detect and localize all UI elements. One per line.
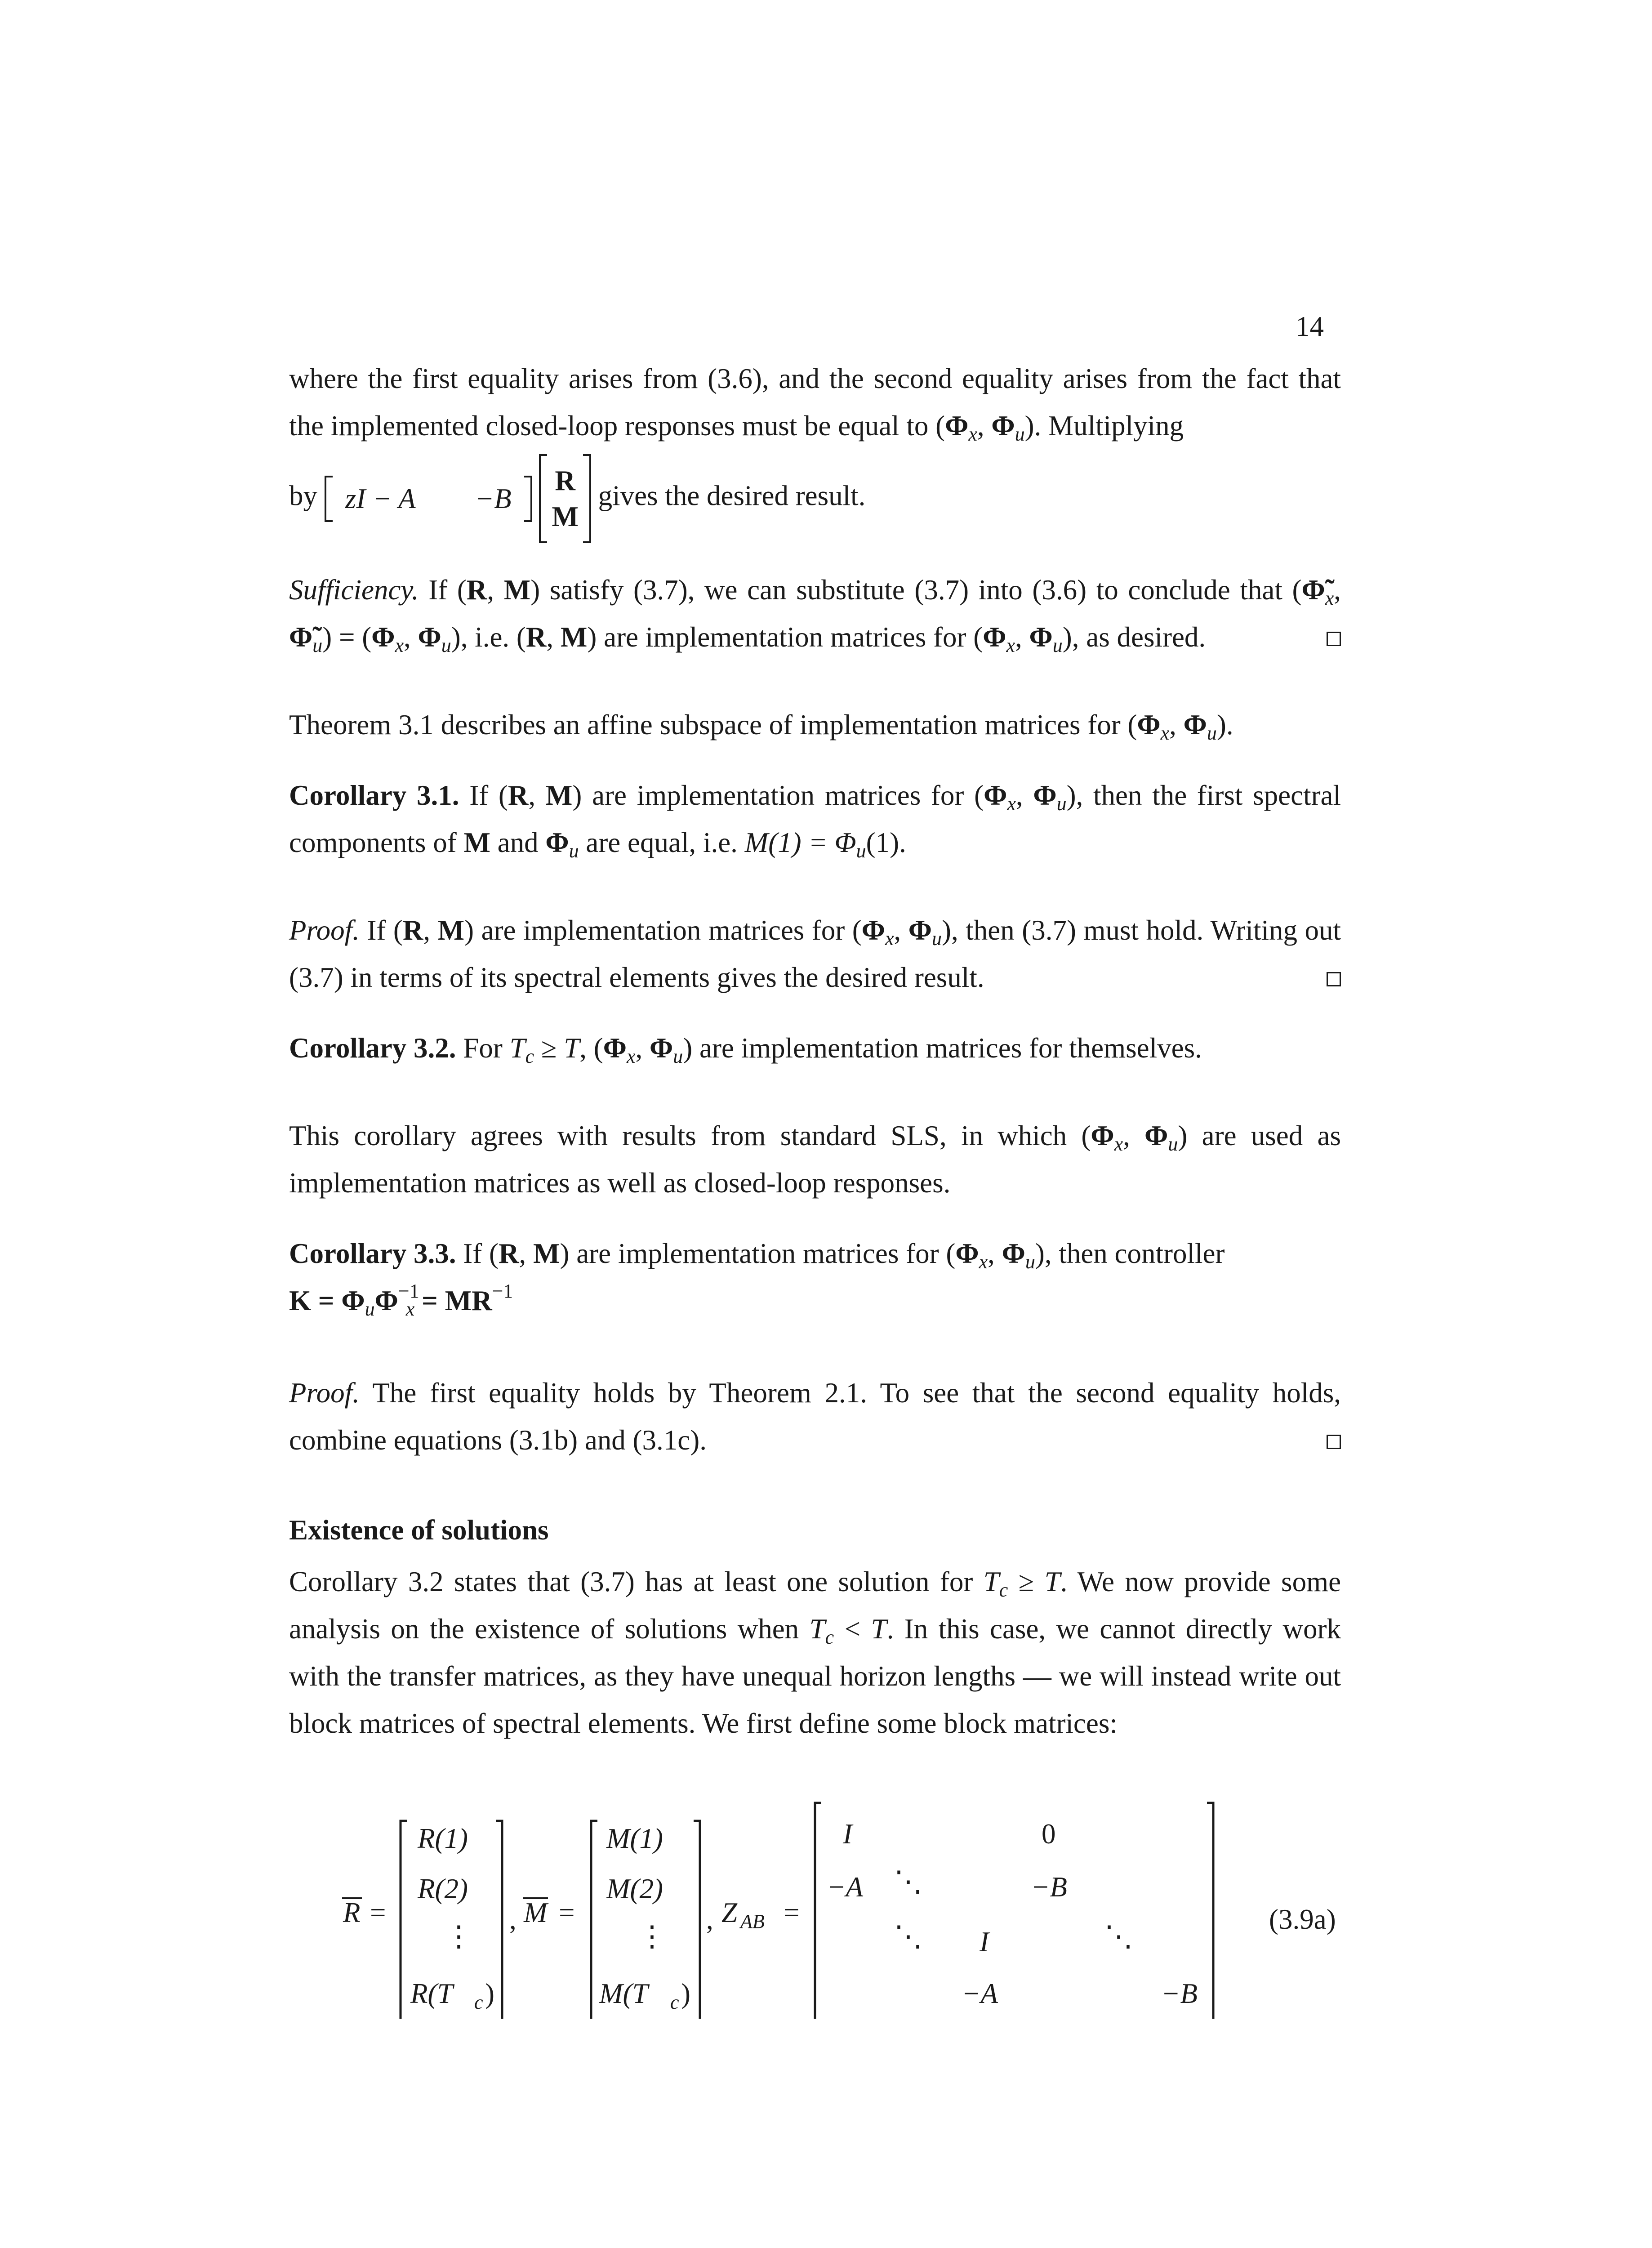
M: M: [533, 1238, 560, 1269]
qed-square-icon: [1327, 1435, 1341, 1449]
text: The first equality holds by Theorem 2.1. To see that the second equality holds, combine equations (3.1b) and (3.1c).: [289, 1377, 1341, 1456]
bracket: [591, 1821, 597, 2019]
phi: Φ: [418, 621, 441, 653]
M: M: [503, 574, 531, 606]
phi: Φ: [1033, 780, 1057, 811]
equation-label: (3.9a): [1269, 1904, 1336, 1935]
comma: ,: [509, 1904, 517, 1935]
bracket: [539, 454, 547, 543]
T: T: [871, 1613, 887, 1645]
text: by: [289, 480, 317, 512]
comma: ,: [894, 914, 908, 946]
M-bar-symbol: M: [524, 1897, 548, 1928]
sub: u: [365, 1298, 375, 1320]
phi: Φ: [1144, 1120, 1168, 1151]
phi: Φ: [650, 1032, 673, 1064]
text: ) are implementation matrices for (: [560, 1238, 956, 1269]
label: Corollary 3.3.: [289, 1238, 456, 1269]
comma: ,: [977, 410, 992, 442]
comma: ,: [1169, 709, 1184, 740]
phi: Φ: [1183, 709, 1207, 740]
sub: c: [474, 1991, 483, 2013]
sub: c: [525, 1045, 534, 1067]
proof-corollary-3-1: [289, 907, 1341, 1001]
sub: u: [1025, 1251, 1035, 1273]
Z-entry: I: [843, 1818, 852, 1850]
phi: Φ: [371, 621, 395, 653]
text: ) are implementation matrices for (: [587, 621, 983, 653]
text: gives the desired result.: [598, 480, 866, 512]
lt: <: [844, 1613, 861, 1645]
qed-square-icon: [1327, 632, 1341, 646]
text: ) = (: [322, 621, 372, 653]
comma: ,: [1123, 1120, 1145, 1151]
sub: u: [932, 928, 942, 950]
Z-entry: ⋱: [1104, 1921, 1133, 1952]
row-vector: [325, 475, 532, 522]
sub: u: [1207, 722, 1217, 744]
sup: −1: [492, 1280, 513, 1302]
equation-block-matrices: [289, 1794, 1341, 2019]
sub: u: [1056, 793, 1067, 815]
text: If (: [367, 914, 403, 946]
R-entry: R(1): [418, 1823, 468, 1854]
T: T: [509, 1032, 525, 1064]
bracket: [1207, 1803, 1213, 2019]
text: M(1) = Φ: [744, 827, 856, 858]
label: Proof.: [289, 914, 360, 946]
M-entry: M(1): [606, 1823, 663, 1854]
sub: c: [670, 1991, 679, 2013]
equation-part: K = Φ: [289, 1285, 365, 1316]
equals: =: [559, 1897, 575, 1928]
paren: ): [485, 1978, 494, 2009]
phi: Φ: [1002, 1238, 1025, 1269]
sub: u: [312, 634, 323, 656]
text: This corollary agrees with results from standard SLS, in which (: [289, 1120, 1091, 1151]
comma: ,: [519, 1238, 533, 1269]
text: If (: [463, 1238, 499, 1269]
sub: u: [1015, 423, 1025, 445]
paren: ): [681, 1978, 690, 2009]
bracket: [694, 1821, 700, 2019]
comma: ,: [423, 914, 438, 946]
bracket: [496, 1821, 502, 2019]
equation-3-9a: [289, 1794, 1341, 2019]
paragraph-sufficiency: [289, 566, 1341, 661]
page-number: 14: [1296, 311, 1324, 342]
paragraph-theorem-affine: [289, 701, 1341, 749]
sub: u: [1052, 634, 1063, 656]
T: T: [983, 1566, 999, 1597]
text: Corollary 3.2 states that (3.7) has at least one solution for: [289, 1566, 973, 1597]
phi: Φ: [1137, 709, 1161, 740]
sup: −1: [398, 1280, 419, 1302]
corollary-3-2: [289, 1025, 1341, 1072]
phi: Φ: [603, 1032, 627, 1064]
Z-entry: −A: [962, 1978, 998, 2009]
text: ) are implementation matrices for themselves.: [683, 1032, 1202, 1064]
comma: ,: [1334, 574, 1341, 606]
Z-entry: 0: [1042, 1818, 1056, 1850]
bracket: [401, 1821, 407, 2019]
Z-entry: ⋱: [894, 1866, 922, 1897]
comma: ,: [546, 621, 561, 653]
sub: x: [979, 1251, 988, 1273]
label: Corollary 3.2.: [289, 1032, 456, 1064]
sub: x: [395, 634, 404, 656]
M: M: [545, 780, 573, 811]
text: ), i.e. (: [451, 621, 526, 653]
R: R: [499, 1238, 519, 1269]
R: R: [525, 621, 547, 653]
text: For: [463, 1032, 503, 1064]
R: R: [466, 574, 487, 606]
Z-entry: I: [980, 1926, 989, 1958]
sub: x: [1325, 587, 1334, 609]
paragraph-existence: [289, 1558, 1341, 1747]
R-entry: R(2): [418, 1873, 468, 1905]
phi: Φ: [945, 410, 969, 442]
sub: c: [999, 1579, 1008, 1601]
phi: Φ: [908, 914, 932, 946]
comma: ,: [1015, 621, 1029, 653]
text: ), then the first spectral components of: [289, 780, 1341, 858]
label: Corollary 3.1.: [289, 780, 459, 811]
section-title: Existence of solutions: [289, 1514, 549, 1546]
text: Theorem 3.1 describes an affine subspace of implementation matrices for (: [289, 709, 1137, 740]
entry: −B: [475, 482, 512, 514]
comma: ,: [528, 780, 546, 811]
phi: Φ: [991, 410, 1015, 442]
sub: x: [1160, 722, 1170, 744]
sub: x: [405, 1298, 415, 1320]
Z-entry: ⋱: [894, 1921, 922, 1952]
R: R: [508, 780, 529, 811]
sub: c: [825, 1626, 834, 1648]
bracket: [325, 476, 333, 522]
text: ) are used as implementation matrices as well as closed-loop responses.: [289, 1120, 1341, 1199]
Z-entry: −B: [1031, 1871, 1067, 1903]
comma: ,: [404, 621, 418, 653]
sub: x: [1114, 1133, 1123, 1155]
sub: x: [1007, 793, 1016, 815]
T: T: [564, 1032, 580, 1064]
equals: =: [784, 1897, 800, 1928]
phi: Φ: [955, 1238, 979, 1269]
bracket: [524, 476, 532, 522]
text: ≥: [541, 1032, 557, 1064]
text: . We now provide some analysis on the existence of solutions when: [289, 1566, 1341, 1645]
sub: AB: [740, 1910, 765, 1932]
text: If (: [428, 574, 467, 606]
M-entry: ⋮: [638, 1921, 666, 1952]
comma: ,: [635, 1032, 650, 1064]
phi: Φ: [983, 621, 1006, 653]
text: ), as desired.: [1062, 621, 1206, 653]
paragraph-proof-continuation: [289, 355, 1341, 450]
qed-square-icon: [1327, 972, 1341, 986]
Z-entry: −A: [827, 1871, 863, 1903]
equals: =: [370, 1897, 386, 1928]
entry: zI − A: [345, 482, 416, 514]
label: Proof.: [289, 1377, 360, 1409]
Z-symbol: Z: [721, 1897, 738, 1928]
comma: ,: [988, 1238, 1002, 1269]
sub: u: [856, 840, 866, 862]
phi: Φ: [861, 914, 885, 946]
proof-corollary-3-3: [289, 1369, 1341, 1464]
R-bar-symbol: R: [343, 1897, 361, 1928]
page-content: [289, 355, 1341, 2013]
T: T: [1044, 1566, 1060, 1597]
column-vector: [539, 454, 591, 543]
text: ) are implementation matrices for (: [464, 914, 862, 946]
label: Sufficiency.: [289, 574, 419, 606]
sub: u: [1168, 1133, 1178, 1155]
comma: ,: [487, 574, 504, 606]
text: and: [497, 827, 539, 858]
text: ).: [1216, 709, 1233, 740]
corollary-3-1: [289, 772, 1341, 866]
text: ) satisfy (3.7), we can substitute (3.7) into (3.6) to conclude that (: [530, 574, 1302, 606]
comma: ,: [1015, 780, 1033, 811]
text: ). Multiplying: [1024, 410, 1184, 442]
phi: Φ̃: [1301, 574, 1325, 606]
M: M: [437, 914, 465, 946]
text: If (: [469, 780, 508, 811]
sub: x: [1006, 634, 1015, 656]
sub: x: [627, 1045, 636, 1067]
sub: x: [885, 928, 894, 950]
equation-part: Φ: [374, 1285, 398, 1316]
bracket: [583, 454, 591, 543]
text: , (: [579, 1032, 603, 1064]
R: R: [402, 914, 423, 946]
text: ), then (3.7) must hold. Writing out (3.7) in terms of its spectral elements gives the desired result.: [289, 914, 1341, 993]
sub: x: [968, 423, 977, 445]
phi: Φ: [1029, 621, 1053, 653]
entry: M: [552, 501, 579, 532]
text: (1).: [866, 827, 906, 858]
Z-entry: −B: [1161, 1978, 1198, 2009]
paragraph-multiplying: [289, 454, 1341, 543]
phi: Φ: [984, 780, 1007, 811]
sub: u: [441, 634, 451, 656]
M: M: [560, 621, 588, 653]
entry: R: [555, 465, 575, 496]
comma: ,: [706, 1904, 713, 1935]
M: M: [463, 827, 490, 858]
text: ), then controller: [1035, 1238, 1225, 1269]
text: are equal, i.e.: [586, 827, 738, 858]
text: ) are implementation matrices for (: [572, 780, 984, 811]
M-entry: M(2): [606, 1873, 663, 1905]
corollary-3-3: [289, 1230, 1341, 1325]
phi: Φ: [1091, 1120, 1114, 1151]
sub: u: [673, 1045, 683, 1067]
paragraph-sls-agreement: [289, 1112, 1341, 1207]
R-entry: ⋮: [445, 1921, 473, 1952]
sub: u: [569, 840, 579, 862]
phi: Φ̃: [289, 621, 313, 653]
text: . In this case, we cannot directly work with the transfer matrices, as they have unequal horizon lengths — we will instead write out block matrices of spectral elements. We first define some block matrices:: [289, 1613, 1341, 1739]
ge: ≥: [1018, 1566, 1034, 1597]
text: where the first equality arises from (3.6), and the second equality arises from the fact that the implemented closed-loop responses must be equal to (: [289, 363, 1341, 442]
M-entry: M(T: [599, 1978, 648, 2009]
bracket: [815, 1803, 821, 2019]
R-entry: R(T: [410, 1978, 453, 2009]
phi: Φ: [545, 827, 569, 858]
equation-part: = MR: [421, 1285, 492, 1316]
T: T: [809, 1613, 825, 1645]
